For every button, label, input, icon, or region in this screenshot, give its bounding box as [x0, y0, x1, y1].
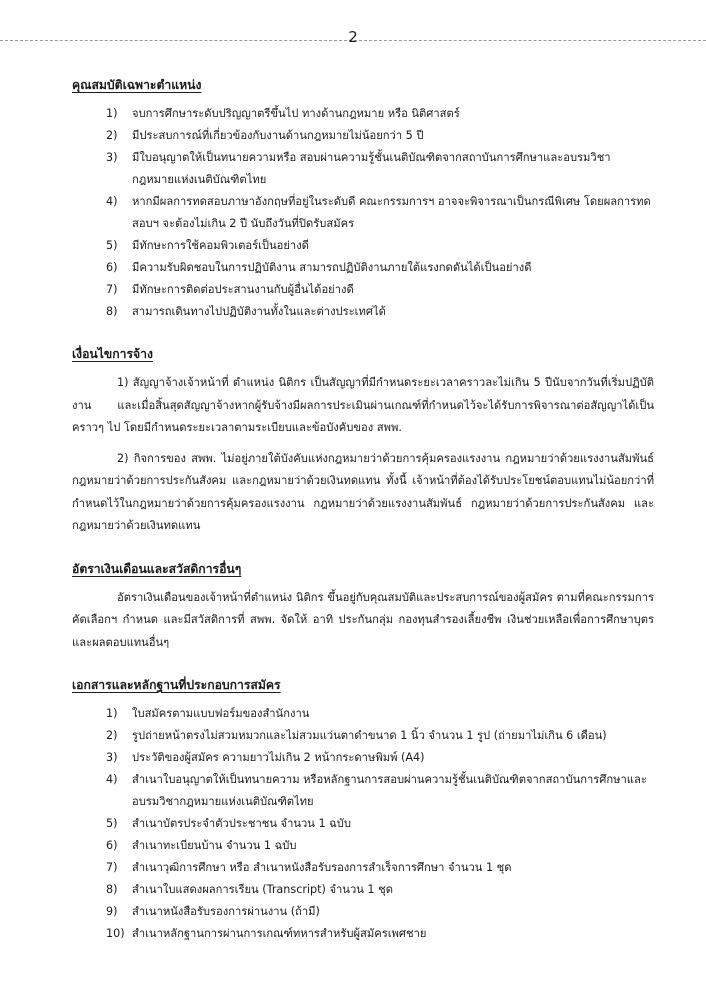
list-item-number: 5): [106, 239, 118, 252]
list-item: [72, 191, 654, 235]
salary-paragraph: อัตราเงินเดือนของเจ้าหน้าที่ตำแหน่ง นิติกร ขึ้นอยู่กับคุณสมบัติและประสบการณ์ของผู้สมัคร ตามที่คณะกรรมการคัดเลือกฯ กำหนด และมีสวัสดิการที่ สพพ. จัดให้ อาทิ ประกันกลุ่ม กองทุนสำรองเลี้ยงชีพ เงินช่วยเหลือเพื่อการศึกษาบุตร และผลตอบแทนอื่นๆ: [72, 590, 654, 649]
list-item-number: 6): [106, 839, 118, 852]
list-item: [72, 279, 654, 301]
section-application-documents: [72, 676, 654, 945]
list-item: [72, 747, 654, 769]
list-item-number: 6): [106, 261, 118, 274]
list-item: [72, 769, 654, 813]
section-employment-conditions: [72, 345, 654, 538]
list-item: [72, 725, 654, 747]
list-item: [72, 301, 654, 323]
list-item: [72, 235, 654, 257]
list-item: [72, 813, 654, 835]
section-heading: เงื่อนไขการจ้าง: [72, 347, 153, 361]
documents-list: [72, 703, 654, 945]
list-item-text: หากมีผลการทดสอบภาษาอังกฤษที่อยู่ในระดับดี คณะกรรมการฯ อาจจะพิจารณาเป็นกรณีพิเศษ โดยผลการทดสอบฯ จะต้องไม่เกิน 2 ปี นับถึงวันที่ปิดรับสมัคร: [132, 195, 651, 230]
list-item-text: มีใบอนุญาตให้เป็นทนายความหรือ สอบผ่านความรู้ชั้นเนติบัณฑิตจากสถาบันการศึกษาและอบรมวิชา กฎหมายแห่งเนติบัณฑิตไทย: [132, 151, 611, 186]
list-item: [72, 147, 654, 191]
list-item-number: 3): [106, 151, 118, 164]
list-item-number: 10): [106, 927, 125, 940]
document-body: [72, 76, 654, 967]
qualifications-list: [72, 103, 654, 323]
list-item-text: มีความรับผิดชอบในการปฏิบัติงาน สามารถปฏิบัติงานภายใต้แรงกดดันได้เป็นอย่างดี: [132, 261, 532, 274]
list-item-text: สามารถเดินทางไปปฏิบัติงานทั้งในและต่างประเทศได้: [132, 305, 386, 318]
list-item-text: สำเนาทะเบียนบ้าน จำนวน 1 ฉบับ: [132, 839, 297, 852]
list-item-text: จบการศึกษาระดับปริญญาตรีขึ้นไป ทางด้านกฎหมาย หรือ นิติศาสตร์: [132, 107, 460, 120]
section-heading: คุณสมบัติเฉพาะตำแหน่ง: [72, 78, 202, 92]
list-item-text: สำเนาใบอนุญาตให้เป็นทนายความ หรือหลักฐานการสอบผ่านความรู้ชั้นเนติบัณฑิตจากสถาบันการศึกษาและอบรมวิชากฎหมายแห่งเนติบัณฑิตไทย: [132, 773, 647, 808]
list-item-text: มีทักษะการติดต่อประสานงานกับผู้อื่นได้อย่างดี: [132, 283, 354, 296]
list-item-number: 9): [106, 905, 118, 918]
list-item: [72, 857, 654, 879]
list-item: [72, 125, 654, 147]
list-item-number: 2): [106, 129, 118, 142]
list-item: [72, 923, 654, 945]
list-item-number: 7): [106, 283, 118, 296]
list-item-text: ประวัติของผู้สมัคร ความยาวไม่เกิน 2 หน้ากระดาษพิมพ์ (A4): [132, 751, 425, 764]
section-heading: เอกสารและหลักฐานที่ประกอบการสมัคร: [72, 678, 281, 692]
list-item-text: มีทักษะการใช้คอมพิวเตอร์เป็นอย่างดี: [132, 239, 309, 252]
list-item-text: สำเนาวุฒิการศึกษา หรือ สำเนาหนังสือรับรองการสำเร็จการศึกษา จำนวน 1 ชุด: [132, 861, 512, 874]
list-item-number: 8): [106, 305, 118, 318]
page-number: 2: [348, 28, 358, 46]
list-item-number: 3): [106, 751, 118, 764]
list-item-number: 5): [106, 817, 118, 830]
list-item-number: 4): [106, 773, 118, 786]
list-item: [72, 835, 654, 857]
employment-paragraph: 1) สัญญาจ้างเจ้าหน้าที่ ตำแหน่ง นิติกร เป็นสัญญาที่มีกำหนดระยะเวลาคราวละไม่เกิน 5 ปีนับจากวันที่เริ่มปฏิบัติงาน และเมื่อสิ้นสุดสัญญาจ้างหากผู้รับจ้างมีผลการประเมินผ่านเกณฑ์ที่กำหนดไว้จะได้รับการพิจารณาต่อสัญญาได้เป็นคราวๆ ไป โดยมีกำหนดระยะเวลาตามระเบียบและข้อบังคับของ สพพ.: [72, 376, 654, 434]
list-item-text: สำเนาหนังสือรับรองการผ่านงาน (ถ้ามี): [132, 905, 320, 918]
list-item-text: สำเนาใบแสดงผลการเรียน (Transcript) จำนวน 1 ชุด: [132, 883, 393, 896]
list-item-number: 1): [106, 107, 118, 120]
list-item-text: สำเนาบัตรประจำตัวประชาชน จำนวน 1 ฉบับ: [132, 817, 352, 830]
list-item: [72, 257, 654, 279]
list-item: [72, 879, 654, 901]
list-item-text: สำเนาหลักฐานการผ่านการเกณฑ์ทหารสำหรับผู้สมัครเพศชาย: [132, 927, 427, 940]
list-item-number: 7): [106, 861, 118, 874]
list-item-number: 2): [106, 729, 118, 742]
list-item-text: รูปถ่ายหน้าตรงไม่สวมหมวกและไม่สวมแว่นตาดำขนาด 1 นิ้ว จำนวน 1 รูป (ถ่ายมาไม่เกิน 6 เดือน): [132, 729, 607, 742]
list-item: [72, 901, 654, 923]
section-qualifications: [72, 76, 654, 323]
list-item: [72, 103, 654, 125]
list-item: [72, 703, 654, 725]
list-item-number: 8): [106, 883, 118, 896]
list-item-number: 1): [106, 707, 118, 720]
list-item-text: ใบสมัครตามแบบฟอร์มของสำนักงาน: [132, 707, 310, 720]
list-item-number: 4): [106, 195, 118, 208]
list-item-text: มีประสบการณ์ที่เกี่ยวข้องกับงานด้านกฎหมายไม่น้อยกว่า 5 ปี: [132, 129, 424, 142]
section-salary-benefits: [72, 560, 654, 655]
employment-paragraph: 2) กิจการของ สพพ. ไม่อยู่ภายใต้บังคับแห่งกฎหมายว่าด้วยการคุ้มครองแรงงาน กฎหมายว่าด้วยแรงงานสัมพันธ์ กฎหมายว่าด้วยการประกันสังคม และกฎหมายว่าด้วยเงินทดแทน ทั้งนี้ เจ้าหน้าที่ต้องได้รับประโยชน์ตอบแทนไม่น้อยกว่าที่กำหนดไว้ในกฎหมายว่าด้วยการคุ้มครองแรงงาน กฎหมายว่าด้วยแรงงานสัมพันธ์ กฎหมายว่าด้วยการประกันสังคม และกฎหมายว่าด้วยเงินทดแทน: [72, 451, 654, 532]
section-heading: อัตราเงินเดือนและสวัสดิการอื่นๆ: [72, 561, 242, 576]
